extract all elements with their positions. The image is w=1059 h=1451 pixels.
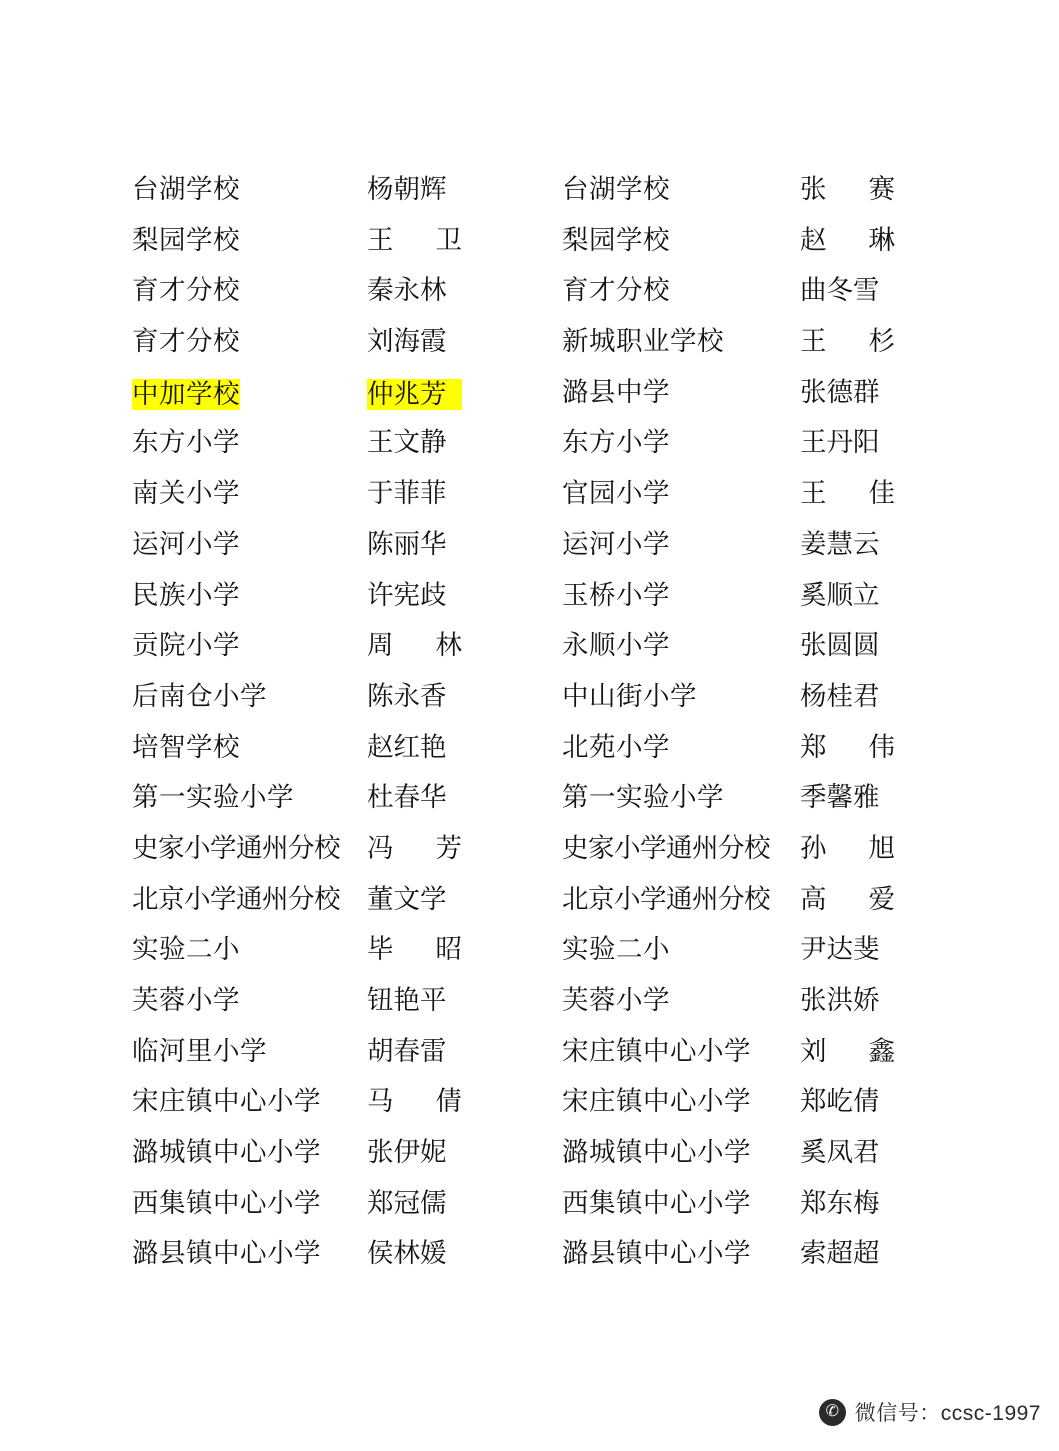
person-name: 王文静 — [367, 427, 447, 458]
cell-name-right — [790, 936, 900, 963]
person-name: 毕昭 — [367, 934, 462, 965]
person-name: 郑东梅 — [800, 1187, 880, 1218]
person-name: 郑屹倩 — [800, 1086, 880, 1117]
table-row — [132, 224, 922, 278]
cell-school-right — [562, 376, 790, 407]
school-name: 潞县镇中心小学 — [132, 1238, 321, 1269]
table-row — [132, 784, 922, 835]
person-name: 王杉 — [800, 326, 895, 357]
cell-school-left — [132, 277, 357, 304]
cell-school-left — [132, 480, 357, 507]
footer-watermark — [819, 1397, 1041, 1427]
cell-name-right — [790, 480, 900, 507]
person-name: 仲兆芳 — [367, 379, 462, 411]
cell-name-right — [790, 376, 900, 407]
person-name: 张德群 — [800, 376, 880, 407]
cell-name-left — [357, 1035, 467, 1066]
person-name: 赵琳 — [800, 224, 895, 255]
cell-school-left — [132, 176, 357, 203]
cell-school-left — [132, 680, 357, 711]
cell-school-right — [562, 784, 790, 811]
table-row — [132, 1187, 922, 1241]
school-name: 临河里小学 — [132, 1035, 267, 1066]
table-row — [132, 429, 922, 480]
school-name: 东方小学 — [562, 427, 670, 458]
school-name: 潞县镇中心小学 — [562, 1238, 751, 1269]
school-name: 玉桥小学 — [562, 579, 670, 610]
cell-school-left — [132, 936, 357, 963]
cell-school-left — [132, 1187, 357, 1218]
cell-name-right — [790, 224, 900, 255]
roster-table — [132, 176, 922, 1291]
cell-name-left — [357, 1088, 467, 1115]
school-name: 第一实验小学 — [562, 782, 724, 813]
person-name: 张伊妮 — [367, 1137, 447, 1168]
cell-name-left — [357, 936, 467, 963]
person-name: 孙旭 — [800, 832, 895, 863]
cell-school-left — [132, 429, 357, 456]
cell-name-right — [790, 277, 900, 304]
cell-school-left — [132, 224, 357, 255]
cell-school-left — [132, 1240, 357, 1267]
person-name: 张洪娇 — [800, 985, 880, 1015]
cell-name-left — [357, 883, 467, 914]
cell-school-right — [562, 429, 790, 456]
person-name: 赵红艳 — [367, 731, 447, 762]
school-name: 中加学校 — [132, 378, 240, 409]
cell-name-right — [790, 883, 900, 914]
person-name: 王佳 — [800, 478, 895, 509]
school-name: 贡院小学 — [132, 630, 240, 661]
cell-school-right — [562, 176, 790, 203]
school-name: 史家小学通州分校 — [562, 832, 770, 863]
school-name: 实验二小 — [562, 934, 670, 965]
school-name: 民族小学 — [132, 579, 240, 610]
cell-name-left — [357, 632, 467, 659]
cell-name-right — [790, 832, 900, 863]
school-name: 北苑小学 — [562, 731, 670, 762]
table-row — [132, 528, 922, 582]
school-name: 官园小学 — [562, 478, 670, 509]
school-name: 梨园学校 — [132, 224, 240, 255]
cell-name-left — [357, 379, 467, 411]
table-row — [132, 936, 922, 987]
cell-school-right — [562, 1187, 790, 1218]
table-row — [132, 680, 922, 734]
cell-school-left — [132, 731, 357, 762]
cell-name-left — [357, 328, 467, 355]
cell-school-right — [562, 883, 790, 914]
table-row — [132, 1139, 922, 1190]
cell-school-left — [132, 1035, 357, 1066]
cell-school-left — [132, 784, 357, 811]
cell-school-right — [562, 528, 790, 559]
school-name: 宋庄镇中心小学 — [132, 1086, 321, 1117]
cell-school-left — [132, 1088, 357, 1115]
person-name: 郑冠儒 — [367, 1187, 447, 1218]
school-name: 芙蓉小学 — [562, 985, 670, 1015]
cell-school-right — [562, 1088, 790, 1115]
school-name: 潞县中学 — [562, 376, 670, 407]
cell-school-left — [132, 1139, 357, 1166]
table-row — [132, 731, 922, 785]
person-name: 刘鑫 — [800, 1035, 895, 1066]
cell-school-right — [562, 1139, 790, 1166]
cell-name-left — [357, 832, 467, 863]
cell-school-right — [562, 1240, 790, 1267]
cell-name-right — [790, 1088, 900, 1115]
person-name: 曲冬雪 — [800, 275, 880, 306]
table-row — [132, 176, 922, 227]
person-name: 高爱 — [800, 883, 895, 914]
cell-name-right — [790, 176, 900, 203]
cell-name-right — [790, 1187, 900, 1218]
table-row — [132, 277, 922, 328]
cell-name-right — [790, 579, 900, 610]
school-name: 新城职业学校 — [562, 326, 724, 357]
cell-school-right — [562, 224, 790, 255]
cell-school-right — [562, 832, 790, 863]
cell-name-left — [357, 480, 467, 507]
person-name: 胡春雷 — [367, 1035, 447, 1066]
school-name: 北京小学通州分校 — [132, 883, 340, 914]
table-row — [132, 987, 922, 1038]
cell-name-right — [790, 1139, 900, 1166]
cell-name-right — [790, 632, 900, 659]
school-name: 实验二小 — [132, 934, 240, 965]
table-row — [132, 328, 922, 379]
school-name: 北京小学通州分校 — [562, 883, 770, 914]
cell-name-right — [790, 528, 900, 559]
person-name: 马倩 — [367, 1086, 462, 1117]
school-name: 芙蓉小学 — [132, 985, 240, 1015]
school-name: 第一实验小学 — [132, 782, 294, 813]
cell-name-left — [357, 731, 467, 762]
cell-school-right — [562, 579, 790, 610]
person-name: 冯芳 — [367, 832, 462, 863]
school-name: 宋庄镇中心小学 — [562, 1035, 751, 1066]
school-name: 后南仓小学 — [132, 680, 267, 711]
person-name: 钮艳平 — [367, 985, 447, 1015]
person-name: 陈永香 — [367, 680, 447, 711]
cell-school-right — [562, 680, 790, 711]
cell-school-right — [562, 632, 790, 659]
person-name: 姜慧云 — [800, 528, 880, 559]
cell-name-left — [357, 1139, 467, 1166]
cell-name-right — [790, 784, 900, 811]
school-name: 培智学校 — [132, 731, 240, 762]
cell-school-right — [562, 936, 790, 963]
cell-name-left — [357, 1240, 467, 1267]
person-name: 杜春华 — [367, 782, 447, 813]
person-name: 郑伟 — [800, 731, 895, 762]
person-name: 奚凤君 — [800, 1137, 880, 1168]
person-name: 奚顺立 — [800, 579, 880, 610]
cell-school-right — [562, 480, 790, 507]
person-name: 张赛 — [800, 174, 895, 204]
person-name: 杨朝辉 — [367, 174, 447, 204]
school-name: 东方小学 — [132, 427, 240, 458]
cell-name-left — [357, 176, 467, 203]
school-name: 台湖学校 — [132, 174, 240, 204]
person-name: 陈丽华 — [367, 528, 447, 559]
school-name: 中山街小学 — [562, 680, 697, 711]
cell-name-left — [357, 277, 467, 304]
cell-school-right — [562, 731, 790, 762]
cell-school-left — [132, 883, 357, 914]
cell-school-left — [132, 987, 357, 1014]
table-row — [132, 480, 922, 531]
school-name: 育才分校 — [132, 326, 240, 357]
table-row — [132, 579, 922, 633]
school-name: 史家小学通州分校 — [132, 832, 340, 863]
person-name: 王卫 — [367, 224, 462, 255]
person-name: 侯林媛 — [367, 1238, 447, 1269]
table-row — [132, 1035, 922, 1089]
person-name: 于菲菲 — [367, 478, 447, 509]
cell-school-left — [132, 632, 357, 659]
table-row — [132, 883, 922, 937]
cell-name-right — [790, 1240, 900, 1267]
cell-name-right — [790, 731, 900, 762]
person-name: 杨桂君 — [800, 680, 880, 711]
table-row — [132, 1088, 922, 1139]
cell-name-left — [357, 224, 467, 255]
person-name: 董文学 — [367, 883, 447, 914]
person-name: 周林 — [367, 630, 462, 661]
cell-name-left — [357, 1187, 467, 1218]
cell-school-left — [132, 832, 357, 863]
cell-name-right — [790, 328, 900, 355]
person-name: 秦永林 — [367, 275, 447, 306]
cell-name-left — [357, 579, 467, 610]
school-name: 西集镇中心小学 — [132, 1187, 321, 1218]
school-name: 西集镇中心小学 — [562, 1187, 751, 1218]
cell-school-left — [132, 379, 357, 411]
school-name: 育才分校 — [132, 275, 240, 306]
person-name: 刘海霞 — [367, 326, 447, 357]
table-row — [132, 632, 922, 683]
school-name: 梨园学校 — [562, 224, 670, 255]
school-name: 运河小学 — [562, 528, 670, 559]
school-name: 潞城镇中心小学 — [562, 1137, 751, 1168]
school-name: 永顺小学 — [562, 630, 670, 661]
table-row — [132, 832, 922, 886]
school-name: 运河小学 — [132, 528, 240, 559]
person-name: 王丹阳 — [800, 427, 880, 458]
footer-wechat-id: 微信号：ccsc-1997 — [854, 1402, 1041, 1425]
school-name: 南关小学 — [132, 478, 240, 509]
person-name: 尹达斐 — [800, 934, 880, 965]
table-row — [132, 376, 922, 430]
cell-school-right — [562, 1035, 790, 1066]
person-name: 索超超 — [800, 1238, 880, 1269]
cell-name-left — [357, 528, 467, 559]
cell-school-right — [562, 328, 790, 355]
cell-name-right — [790, 429, 900, 456]
cell-name-left — [357, 429, 467, 456]
person-name: 许宪歧 — [367, 579, 447, 610]
cell-school-right — [562, 277, 790, 304]
school-name: 潞城镇中心小学 — [132, 1137, 321, 1168]
person-name: 张圆圆 — [800, 630, 880, 661]
cell-name-right — [790, 987, 900, 1014]
cell-school-left — [132, 328, 357, 355]
cell-school-right — [562, 987, 790, 1014]
school-name: 宋庄镇中心小学 — [562, 1086, 751, 1117]
cell-name-right — [790, 1035, 900, 1066]
cell-name-left — [357, 680, 467, 711]
person-name: 季馨雅 — [800, 782, 880, 813]
table-row — [132, 1240, 922, 1291]
school-name: 育才分校 — [562, 275, 670, 306]
cell-school-left — [132, 528, 357, 559]
cell-name-left — [357, 987, 467, 1014]
cell-name-right — [790, 680, 900, 711]
cell-name-left — [357, 784, 467, 811]
cell-school-left — [132, 579, 357, 610]
wechat-icon: ✆ — [819, 1399, 846, 1426]
school-name: 台湖学校 — [562, 174, 670, 204]
